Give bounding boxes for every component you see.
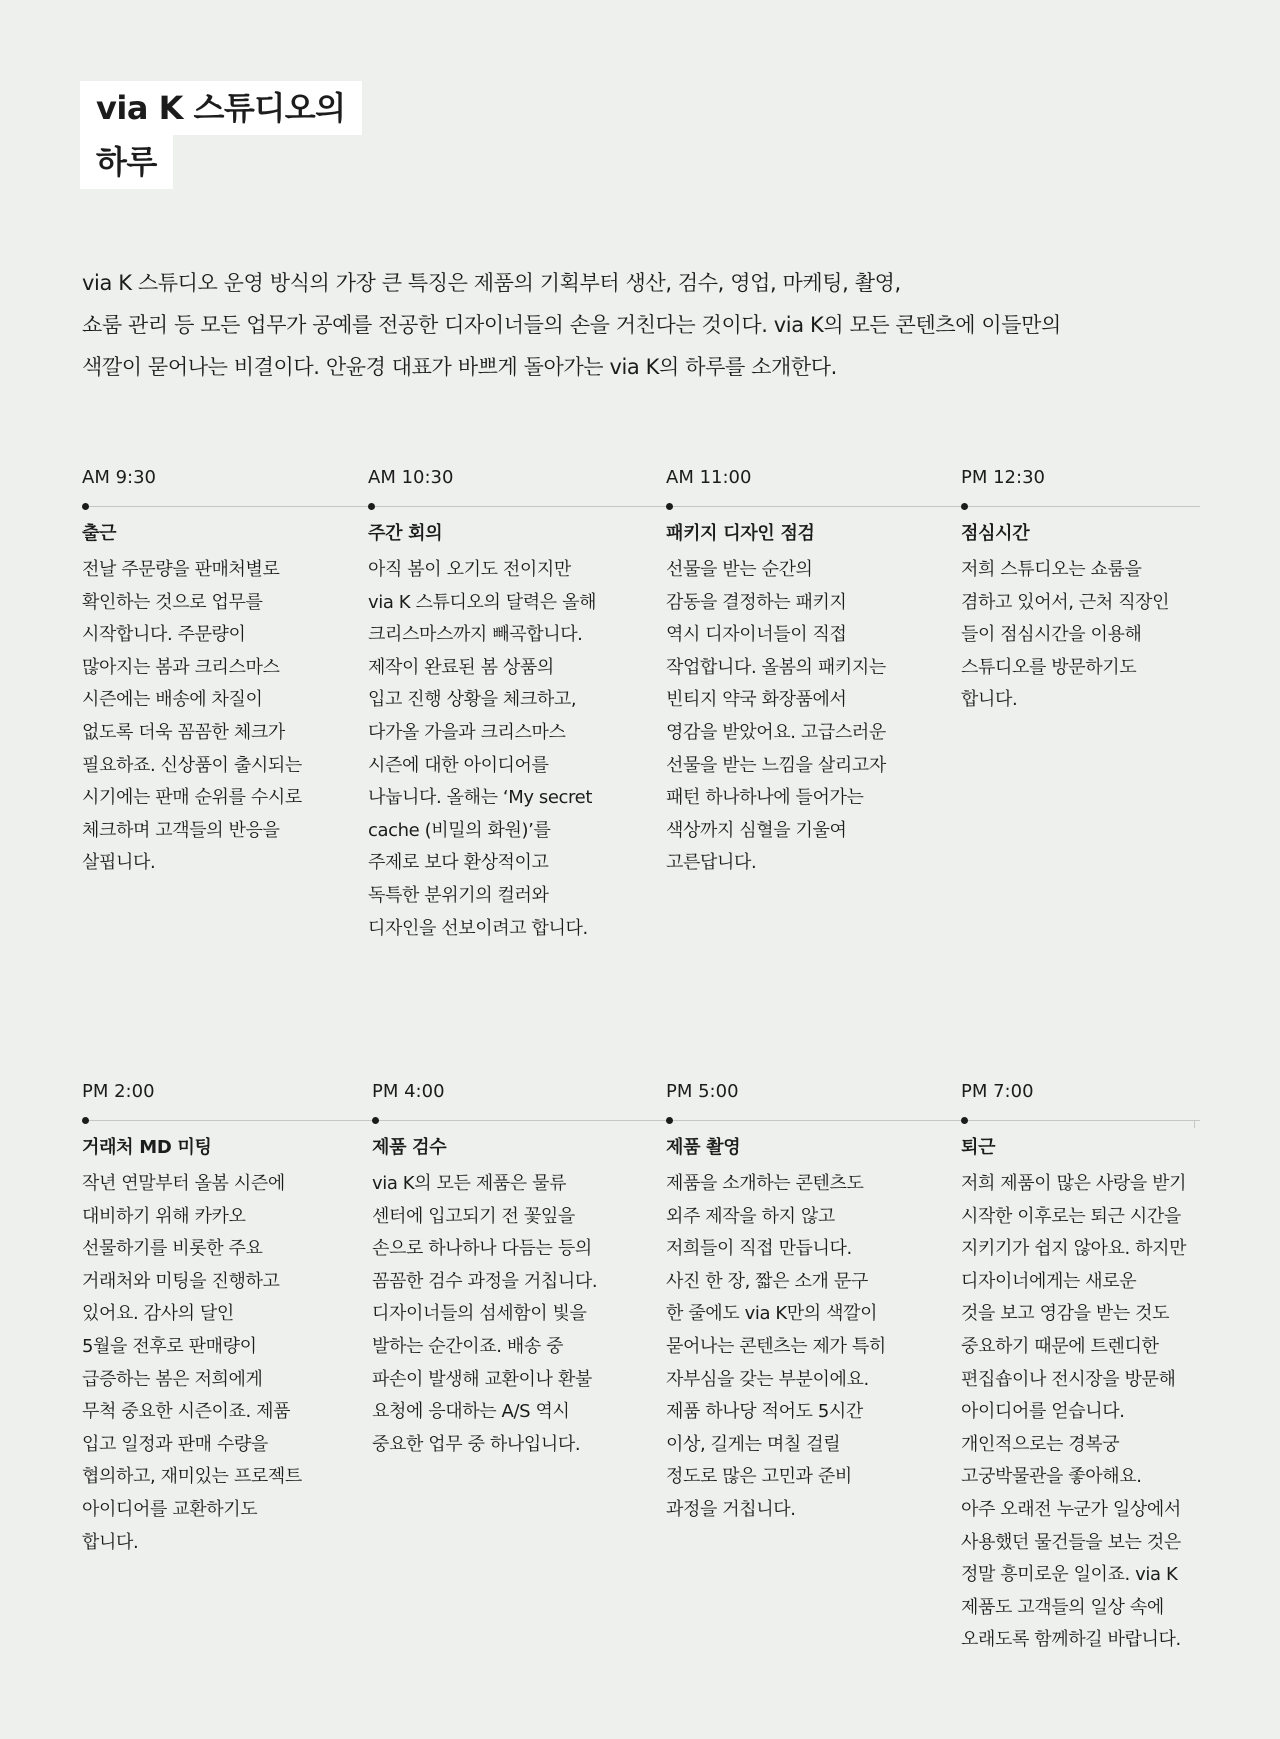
- timeline-dot-icon: [82, 1117, 89, 1124]
- description-line: 주제로 보다 환상적이고: [368, 852, 549, 874]
- description-line: 디자이너들의 섬세함이 빛을: [372, 1303, 587, 1325]
- intro-line: 색깔이 묻어나는 비결이다. 안윤경 대표가 바쁘게 돌아가는 via K의 하루를 소개한다.: [82, 355, 837, 379]
- description-line: 아이디어를 교환하기도: [82, 1498, 258, 1520]
- description-line: 5월을 전후로 판매량이: [82, 1335, 257, 1357]
- description-line: via K의 모든 제품은 물류: [372, 1173, 567, 1194]
- description-line: 묻어나는 콘텐츠는 제가 특히: [666, 1335, 886, 1357]
- description-line: 크리스마스까지 빼곡합니다.: [368, 624, 583, 646]
- description-line: 저희 제품이 많은 사랑을 받기: [961, 1173, 1187, 1194]
- description-line: 선물을 받는 느낌을 살리고자: [666, 754, 886, 776]
- description-line: 작년 연말부터 올봄 시즌에: [82, 1173, 285, 1194]
- schedule-description: [82, 1168, 302, 1559]
- description-line: 아주 오래전 누군가 일상에서: [961, 1498, 1181, 1520]
- description-line: 중요하기 때문에 트렌디한: [961, 1335, 1159, 1357]
- description-line: 디자이너에게는 새로운: [961, 1270, 1137, 1292]
- description-line: via K 스튜디오의 달력은 올해: [368, 591, 597, 613]
- description-line: 이상, 길게는 며칠 걸릴: [666, 1433, 841, 1455]
- schedule-title: 점심시간: [961, 523, 1030, 544]
- description-line: 많아지는 봄과 크리스마스: [82, 656, 280, 678]
- schedule-description: [961, 1168, 1186, 1657]
- description-line: 작업합니다. 올봄의 패키지는: [666, 656, 886, 678]
- description-line: 한 줄에도 via K만의 색깔이: [666, 1303, 878, 1325]
- description-line: 선물을 받는 순간의: [666, 559, 813, 580]
- description-line: 발하는 순간이죠. 배송 중: [372, 1335, 564, 1357]
- page-title-line-1: via K 스튜디오의: [80, 81, 362, 135]
- description-line: 급증하는 봄은 저희에게: [82, 1368, 263, 1390]
- description-line: 자부심을 갖는 부분이에요.: [666, 1368, 869, 1390]
- description-line: 체크하며 고객들의 반응을: [82, 819, 280, 841]
- description-line: 다가올 가을과 크리스마스: [368, 721, 566, 743]
- description-line: 살핍니다.: [82, 852, 156, 874]
- timeline-dot-icon: [961, 1117, 968, 1124]
- schedule-item-1700: [666, 1080, 886, 1520]
- schedule-item-1100: [666, 466, 886, 874]
- schedule-title: 퇴근: [961, 1137, 996, 1158]
- description-line: 확인하는 것으로 업무를: [82, 591, 263, 613]
- timeline-dot-icon: [666, 503, 673, 510]
- description-line: 입고 진행 상황을 체크하고,: [368, 689, 577, 711]
- description-line: 스튜디오를 방문하기도: [961, 656, 1137, 678]
- description-line: 선물하기를 비롯한 주요: [82, 1238, 263, 1260]
- description-line: 합니다.: [82, 1531, 139, 1553]
- description-line: 아이디어를 얻습니다.: [961, 1401, 1125, 1423]
- description-line: 없도록 더욱 꼼꼼한 체크가: [82, 721, 285, 743]
- description-line: 합니다.: [961, 689, 1018, 711]
- description-line: 시작한 이후로는 퇴근 시간을: [961, 1205, 1181, 1227]
- description-line: 시기에는 판매 순위를 수시로: [82, 787, 302, 809]
- schedule-item-1400: [82, 1080, 302, 1553]
- schedule-time: AM 10:30: [368, 467, 454, 488]
- description-line: 아직 봄이 오기도 전이지만: [368, 559, 571, 580]
- description-line: 입고 일정과 판매 수량을: [82, 1433, 268, 1455]
- schedule-title: 거래처 MD 미팅: [82, 1137, 212, 1158]
- schedule-item-1030: [368, 466, 597, 939]
- description-line: 역시 디자이너들이 직접: [666, 624, 847, 646]
- description-line: 정말 흥미로운 일이죠. via K: [961, 1564, 1178, 1586]
- schedule-item-0930: [82, 466, 302, 874]
- description-line: 색상까지 심혈을 기울여: [666, 819, 847, 841]
- description-line: 저희들이 직접 만듭니다.: [666, 1238, 852, 1260]
- description-line: 파손이 발생해 교환이나 환불: [372, 1368, 592, 1390]
- schedule-description: [368, 554, 596, 945]
- schedule-description: [666, 1168, 886, 1527]
- description-line: 감동을 결정하는 패키지: [666, 591, 847, 613]
- description-line: 필요하죠. 신상품이 출시되는: [82, 754, 302, 776]
- description-line: 지키기가 쉽지 않아요. 하지만: [961, 1238, 1187, 1260]
- timeline-end-tick: [1194, 1120, 1195, 1128]
- description-line: 정도로 많은 고민과 준비: [666, 1466, 852, 1488]
- description-line: 고른답니다.: [666, 852, 757, 874]
- description-line: 고궁박물관을 좋아해요.: [961, 1466, 1142, 1488]
- description-line: 협의하고, 재미있는 프로젝트: [82, 1466, 302, 1488]
- description-line: 패턴 하나하나에 들어가는: [666, 787, 864, 809]
- timeline-line: [82, 1120, 1200, 1121]
- description-line: 거래처와 미팅을 진행하고: [82, 1270, 280, 1292]
- description-line: cache (비밀의 화원)’를: [368, 819, 551, 841]
- description-line: 겸하고 있어서, 근처 직장인: [961, 591, 1170, 613]
- schedule-description: [372, 1168, 597, 1461]
- description-line: 있어요. 감사의 달인: [82, 1303, 234, 1325]
- description-line: 제품 하나당 적어도 5시간: [666, 1401, 863, 1423]
- intro-line: via K 스튜디오 운영 방식의 가장 큰 특징은 제품의 기획부터 생산, 검수, 영업, 마케팅, 촬영,: [82, 271, 901, 295]
- description-line: 꼼꼼한 검수 과정을 거칩니다.: [372, 1270, 598, 1292]
- timeline-line: [82, 506, 1200, 507]
- schedule-item-1230: [961, 466, 1170, 711]
- description-line: 시즌에는 배송에 차질이: [82, 689, 263, 711]
- description-line: 것을 보고 영감을 받는 것도: [961, 1303, 1170, 1325]
- timeline-dot-icon: [666, 1117, 673, 1124]
- description-line: 전날 주문량을 판매처별로: [82, 559, 280, 580]
- description-line: 외주 제작을 하지 않고: [666, 1205, 835, 1227]
- schedule-time: PM 5:00: [666, 1081, 739, 1102]
- description-line: 사진 한 장, 짧은 소개 문구: [666, 1270, 868, 1292]
- schedule-item-1900: [961, 1080, 1187, 1651]
- schedule-description: [961, 554, 1169, 717]
- page-title-line-2: 하루: [80, 135, 173, 189]
- description-line: 요청에 응대하는 A/S 역시: [372, 1401, 570, 1423]
- description-line: 빈티지 약국 화장품에서: [666, 689, 847, 711]
- page-title: [80, 81, 362, 189]
- description-line: 제작이 완료된 봄 상품의: [368, 656, 554, 678]
- timeline-dot-icon: [82, 503, 89, 510]
- schedule-title: 패키지 디자인 점검: [666, 523, 815, 544]
- description-line: 저희 스튜디오는 쇼룸을: [961, 559, 1142, 580]
- description-line: 대비하기 위해 카카오: [82, 1205, 246, 1227]
- description-line: 독특한 분위기의 컬러와: [368, 884, 549, 906]
- timeline-dot-icon: [372, 1117, 379, 1124]
- intro-paragraph: [82, 262, 1202, 388]
- description-line: 시즌에 대한 아이디어를: [368, 754, 549, 776]
- schedule-time: PM 12:30: [961, 467, 1045, 488]
- schedule-time: PM 2:00: [82, 1081, 155, 1102]
- description-line: 제품을 소개하는 콘텐츠도: [666, 1173, 864, 1194]
- description-line: 센터에 입고되기 전 꽃잎을: [372, 1205, 575, 1227]
- description-line: 중요한 업무 중 하나입니다.: [372, 1433, 581, 1455]
- description-line: 시작합니다. 주문량이: [82, 624, 246, 646]
- description-line: 편집숍이나 전시장을 방문해: [961, 1368, 1176, 1390]
- schedule-title: 제품 촬영: [666, 1137, 741, 1158]
- schedule-time: AM 9:30: [82, 467, 156, 488]
- description-line: 무척 중요한 시즌이죠. 제품: [82, 1401, 291, 1423]
- description-line: 제품도 고객들의 일상 속에: [961, 1596, 1164, 1618]
- schedule-time: PM 7:00: [961, 1081, 1034, 1102]
- schedule-item-1600: [372, 1080, 598, 1455]
- schedule-title: 출근: [82, 523, 117, 544]
- description-line: 디자인을 선보이려고 합니다.: [368, 917, 588, 939]
- intro-line: 쇼룸 관리 등 모든 업무가 공예를 전공한 디자이너들의 손을 거친다는 것이다. via K의 모든 콘텐츠에 이들만의: [82, 313, 1061, 337]
- schedule-description: [666, 554, 886, 880]
- description-line: 나눕니다. 올해는 ‘My secret: [368, 787, 592, 809]
- timeline-dot-icon: [961, 503, 968, 510]
- description-line: 과정을 거칩니다.: [666, 1498, 796, 1520]
- schedule-time: PM 4:00: [372, 1081, 445, 1102]
- schedule-title: 주간 회의: [368, 523, 443, 544]
- description-line: 들이 점심시간을 이용해: [961, 624, 1142, 646]
- description-line: 손으로 하나하나 다듬는 등의: [372, 1238, 592, 1260]
- description-line: 영감을 받았어요. 고급스러운: [666, 721, 886, 743]
- schedule-title: 제품 검수: [372, 1137, 447, 1158]
- description-line: 사용했던 물건들을 보는 것은: [961, 1531, 1181, 1553]
- description-line: 개인적으로는 경복궁: [961, 1433, 1120, 1455]
- description-line: 오래도록 함께하길 바랍니다.: [961, 1629, 1181, 1651]
- timeline-dot-icon: [368, 503, 375, 510]
- schedule-description: [82, 554, 302, 880]
- schedule-time: AM 11:00: [666, 467, 752, 488]
